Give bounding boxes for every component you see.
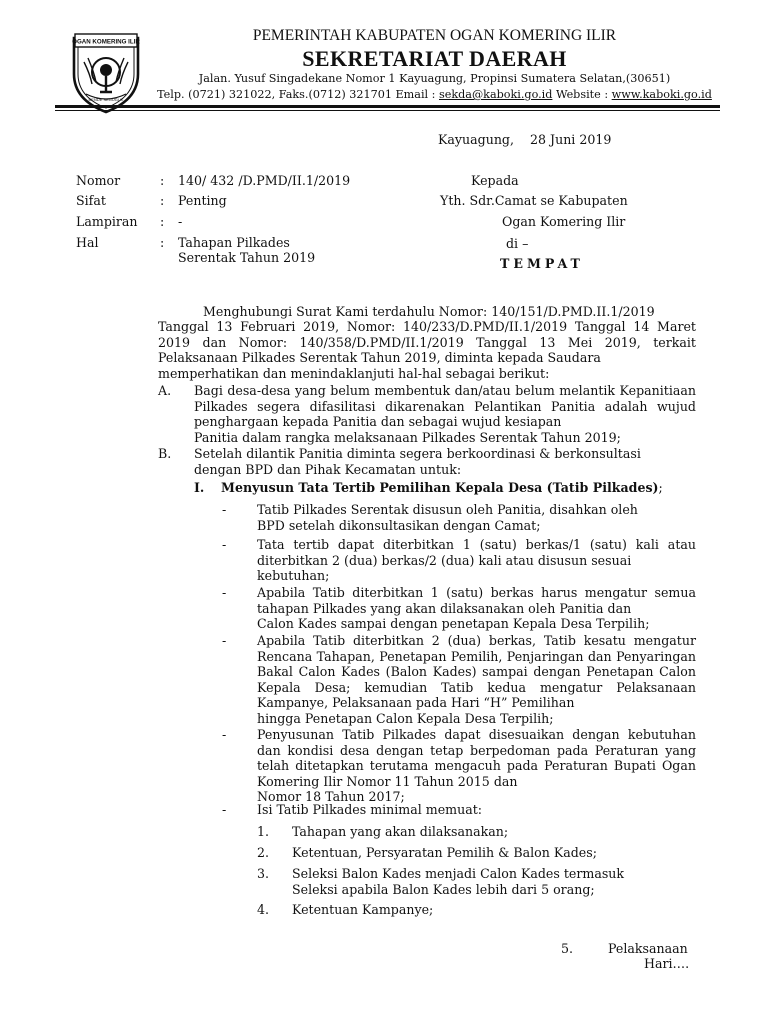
meta-label-sifat: Sifat — [76, 193, 106, 208]
numbered-2-line-1: Ketentuan, Persyaratan Pemilih & Balon Kades; — [292, 845, 597, 860]
numbered-4-line-1: Ketentuan Kampanye; — [292, 902, 434, 917]
point-b-body — [194, 446, 696, 477]
government-name: PEMERINTAH KABUPATEN OGAN KOMERING ILIR — [252, 27, 617, 44]
meta-value-hal-2: Serentak Tahun 2019 — [178, 250, 316, 265]
bullet-4-body — [257, 633, 696, 727]
bullet-marker: - — [222, 633, 227, 648]
point-a-line-3: adalah wujud penghargaan kepada Panitia dan sebagai wujud kesiapan — [194, 398, 696, 430]
bullet-5-line-3: Peraturan yang telah ditetapkan terutama mengacuh pada — [257, 742, 697, 774]
logo-core — [100, 64, 112, 76]
numbered-marker: 3. — [257, 866, 270, 881]
intro-line-4: terkait Pelaksanaan Pilkades Serentak Tahun 2019, diminta kepada Saudara — [158, 334, 696, 366]
meta-sep-sifat: : — [160, 193, 165, 208]
meta-label-lampiran: Lampiran — [76, 214, 138, 229]
recipient-yth: Yth. Sdr.Camat se Kabupaten — [440, 193, 628, 208]
letterhead-rule-thick — [55, 105, 720, 108]
bullet-4-line-1: Apabila Tatib diterbitkan 2 (dua) berkas, Tatib kesatu mengatur — [257, 633, 696, 648]
continuation-number: 5. — [561, 941, 574, 956]
meta-value-sifat: Penting — [178, 193, 227, 208]
office-address: Jalan. Yusuf Singadekane Nomor 1 Kayuagung, Propinsi Sumatera Selatan,(30651) — [198, 72, 671, 85]
bullet-5-line-1: Penyusunan Tatib Pilkades dapat disesuaikan dengan — [257, 727, 620, 742]
bullet-3-line-1: Apabila Tatib diterbitkan 1 (satu) berkas harus mengatur semua — [257, 585, 696, 600]
bullet-4-line-2: Rencana Tahapan, Penetapan Pemilih, Penjaringan dan — [257, 648, 612, 664]
intro-body — [158, 319, 696, 381]
section-i-title: Menyusun Tata Tertib Pemilihan Kepala Desa (Tatib Pilkades) — [221, 480, 659, 495]
bullet-5-line-2: kebutuhan dan kondisi desa dengan tetap berpedoman pada — [257, 727, 696, 758]
meta-value-nomor: 140/ 432 /D.PMD/II.1/2019 — [178, 173, 351, 188]
bullet-3-body — [257, 585, 696, 632]
logo-banner-text: OGAN KOMERING ILIR — [72, 38, 140, 46]
section-i-title-suffix: ; — [658, 480, 663, 495]
website-prefix: Website : — [552, 88, 612, 101]
continuation-line-2: Hari…. — [644, 956, 690, 971]
bullet-2-body — [257, 537, 696, 584]
website-link[interactable]: www.kaboki.go.id — [611, 88, 712, 101]
bullet-2-line-3: kebutuhan; — [257, 568, 330, 584]
bullet-1-body — [257, 502, 696, 533]
bullet-3-line-2: tahapan Pilkades yang akan dilaksanakan oleh Panitia dan — [257, 600, 632, 616]
bullet-marker: - — [222, 727, 227, 742]
bullet-marker: - — [222, 802, 227, 817]
bullet-5-line-5: Nomor 18 Tahun 2017; — [257, 789, 405, 805]
meta-value-hal: Tahapan Pilkades — [178, 235, 290, 250]
point-b-line-1: Setelah dilantik Panitia diminta segera berkoordinasi & berkonsultasi — [194, 446, 641, 461]
numbered-3-line-2: Seleksi apabila Balon Kades lebih dari 5 orang; — [292, 881, 595, 897]
section-i-marker: I. — [194, 480, 205, 495]
meta-label-hal: Hal — [76, 235, 99, 250]
bullet-4-line-6: hingga Penetapan Calon Kepala Desa Terpilih; — [257, 710, 554, 726]
bullet-2-line-2: diterbitkan 2 (dua) berkas/2 (dua) kali atau disusun sesuai — [257, 552, 632, 568]
recipient-region: Ogan Komering Ilir — [502, 214, 626, 229]
bullet-5-body — [257, 727, 696, 805]
meta-value-lampiran: - — [178, 214, 183, 229]
bullet-marker: - — [222, 537, 227, 552]
email-link[interactable]: sekda@kaboki.go.id — [439, 88, 553, 101]
contact-prefix: Telp. (0721) 321022, Faks.(0712) 321701 Email : — [157, 88, 439, 101]
bullet-4-line-5: Pelaksanaan Kampanye, Pelaksanaan pada Hari “H” Pemilihan — [257, 679, 696, 711]
intro-line-3: 14 Maret 2019 dan Nomor: 140/358/D.PMD/II.1/2019 Tanggal 13 Mei 2019, — [158, 319, 696, 350]
numbered-3-body — [292, 866, 696, 897]
letterhead-rule-thin — [55, 110, 720, 111]
intro-line-1: Menghubungi Surat Kami terdahulu Nomor: 140/151/D.PMD.II.1/2019 — [203, 304, 655, 319]
bullet-3-line-3: Calon Kades sampai dengan penetapan Kepala Desa Terpilih; — [257, 616, 650, 632]
date-line: Kayuagung, 28 Juni 2019 — [438, 132, 612, 147]
recipient-di: di – — [506, 236, 529, 251]
bullet-5-line-4: Peraturan Bupati Ogan Komering Ilir Nomor 11 Tahun 2015 dan — [257, 758, 696, 789]
point-b-line-2: dengan BPD dan Pihak Kecamatan untuk: — [194, 461, 462, 477]
bullet-6-line-1: Isi Tatib Pilkades minimal memuat: — [257, 802, 483, 817]
continuation-line-1: Pelaksanaan — [608, 941, 688, 956]
recipient-kepada: Kepada — [471, 173, 519, 188]
meta-sep-hal: : — [160, 235, 165, 250]
bullet-1-line-2: BPD setelah dikonsultasikan dengan Camat; — [257, 517, 541, 533]
regency-logo — [66, 28, 146, 116]
office-name: SEKRETARIAT DAERAH — [302, 46, 567, 71]
numbered-3-line-1: Seleksi Balon Kades menjadi Calon Kades termasuk — [292, 866, 625, 881]
meta-label-nomor: Nomor — [76, 173, 121, 188]
point-a-line-2: Kepanitiaan Pilkades segera difasilitasi dikarenakan Pelantikan Panitia — [194, 383, 696, 414]
intro-line-5: memperhatikan dan menindaklanjuti hal-hal sebagai berikut: — [158, 365, 550, 381]
point-a-body — [194, 383, 696, 445]
logo-motto-text: BENDE SEGUGUK — [88, 97, 124, 102]
numbered-marker: 2. — [257, 845, 270, 860]
point-a-marker: A. — [158, 383, 172, 398]
point-a-line-4: Panitia dalam rangka melaksanaan Pilkades Serentak Tahun 2019; — [194, 429, 621, 445]
bullet-marker: - — [222, 502, 227, 517]
meta-sep-lampiran: : — [160, 214, 165, 229]
recipient-tempat: TEMPAT — [500, 256, 584, 271]
bullet-1-line-1: Tatib Pilkades Serentak disusun oleh Panitia, disahkan oleh — [257, 502, 638, 517]
bullet-2-line-1: Tata tertib dapat diterbitkan 1 (satu) berkas/1 (satu) kali atau — [257, 537, 696, 552]
intro-line-2: Tanggal 13 Februari 2019, Nomor: 140/233/D.PMD/II.1/2019 Tanggal — [158, 319, 626, 334]
bullet-4-line-4: Penetapan Calon Kepala Desa; kemudian Tatib kedua mengatur — [257, 664, 696, 695]
meta-sep-nomor: : — [160, 173, 165, 188]
office-contact — [152, 88, 717, 101]
bullet-4-line-3: Penyaringan Bakal Calon Kades (Balon Kades) sampai dengan — [257, 648, 696, 680]
numbered-1-line-1: Tahapan yang akan dilaksanakan; — [292, 824, 509, 839]
numbered-marker: 1. — [257, 824, 270, 839]
point-a-line-1: Bagi desa-desa yang belum membentuk dan/atau belum melantik — [194, 383, 616, 398]
point-b-marker: B. — [158, 446, 172, 461]
numbered-marker: 4. — [257, 902, 270, 917]
bullet-marker: - — [222, 585, 227, 600]
section-i-heading — [221, 480, 663, 496]
